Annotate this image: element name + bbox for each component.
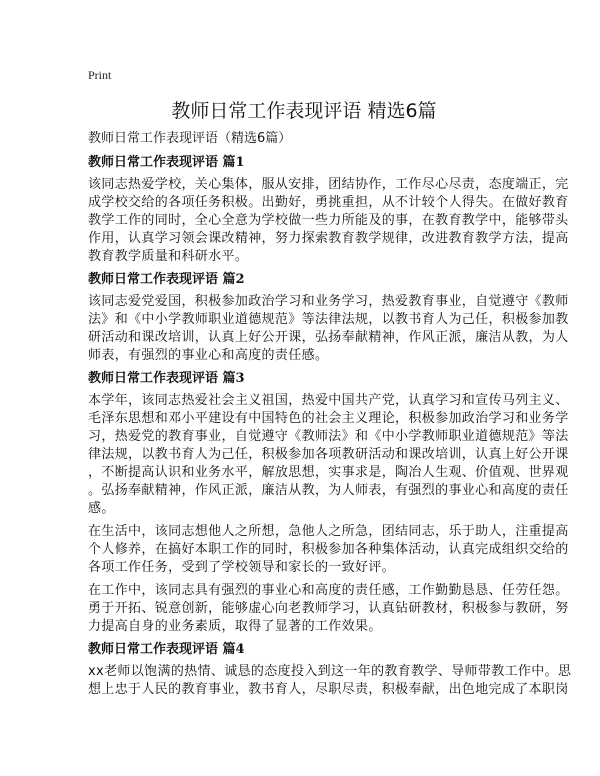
paragraph (88, 293, 569, 365)
paragraph-line: 在生活中，该同志想他人之所想，急他人之所急，团结同志，乐于助人，注重提高 (88, 524, 569, 539)
paragraph (88, 392, 569, 518)
paragraph-line: 。弘扬奉献精神，作风正派，廉洁从教，为人师表，有强烈的事业心和高度的责任 (88, 483, 569, 498)
paragraph-line: 该同志爱党爱国，积极参加政治学习和业务学习，热爱教育事业，自觉遵守《教师 (88, 294, 569, 309)
paragraph-line: 力提高自身的业务素质，取得了显著的工作效果。 (88, 619, 382, 634)
document-subtitle: 教师日常工作表现评语（精选6篇） (88, 131, 292, 146)
paragraph-line: ，不断提高认识和业务水平，解放思想，实事求是，陶冶人生观、价值观、世界观 (88, 465, 569, 480)
paragraph-line: 教育教学质量和科研水平。 (88, 249, 249, 264)
document-page (88, 66, 572, 704)
section-heading: 教师日常工作表现评语 篇3 (88, 371, 245, 386)
paragraph (88, 523, 569, 577)
paragraph (88, 582, 569, 636)
paragraph-line: 律法规，以教书育人为己任，积极参加各项教研活动和课改培训，认真上好公开课 (88, 447, 569, 462)
paragraph-line: 本学年，该同志热爱社会主义祖国，热爱中国共产党，认真学习和宣传马列主义、 (88, 393, 569, 408)
paragraph-line: 成学校交给的各项任务积极。出勤好，勇挑重担，从不计较个人得失。在做好教育 (88, 195, 569, 210)
paragraph-line: 个人修养，在搞好本职工作的同时，积极参加各种集体活动，认真完成组织交给的 (88, 542, 569, 557)
section-heading: 教师日常工作表现评语 篇4 (88, 642, 245, 657)
paragraph-line: 毛泽东思想和邓小平建设有中国特色的社会主义理论，积极参加政治学习和业务学 (88, 411, 569, 426)
section-heading: 教师日常工作表现评语 篇2 (88, 272, 245, 287)
document-body (88, 154, 572, 699)
paragraph-line: 在工作中，该同志具有强烈的事业心和高度的责任感，工作勤勤恳恳、任劳任怨。 (88, 583, 569, 598)
document-title: 教师日常工作表现评语 精选6篇 (171, 100, 437, 122)
paragraph-line: 勇于开拓、锐意创新，能够虚心向老教师学习，认真钻研教材，积极参与教研，努 (88, 601, 569, 616)
paragraph-line: 该同志热爱学校，关心集体，服从安排，团结协作，工作尽心尽责，态度端正，完 (88, 177, 569, 192)
paragraph-line: 教学工作的同时，全心全意为学校做一些力所能及的事，在教育教学中，能够带头 (88, 213, 569, 228)
paragraph-line: 师表，有强烈的事业心和高度的责任感。 (88, 348, 329, 363)
paragraph-line: xx老师以饱满的热情、诚恳的态度投入到这一年的教育教学、导师带教工作中。思 (88, 664, 572, 679)
paragraph-line: 各项工作任务，受到了学校领导和家长的一致好评。 (88, 560, 396, 575)
paragraph-line: 法》和《中小学教师职业道德规范》等法律法规，以教书育人为己任，积极参加教 (88, 312, 569, 327)
paragraph (88, 176, 569, 266)
section-heading: 教师日常工作表现评语 篇1 (88, 155, 245, 170)
print-link[interactable]: Print (88, 68, 112, 82)
paragraph-line: 感。 (88, 501, 115, 516)
paragraph-line: 研活动和课改培训，认真上好公开课，弘扬奉献精神，作风正派，廉洁从教，为人 (88, 330, 569, 345)
paragraph (88, 663, 572, 699)
paragraph-line: 作用，认真学习领会课改精神，努力探索教育教学规律，改进教育教学方法，提高 (88, 231, 569, 246)
paragraph-line: 想上忠于人民的教育事业，教书育人，尽职尽责，积极奉献，出色地完成了本职岗 (88, 682, 569, 697)
paragraph-line: 习，热爱党的教育事业，自觉遵守《教师法》和《中小学教师职业道德规范》等法 (88, 429, 569, 444)
